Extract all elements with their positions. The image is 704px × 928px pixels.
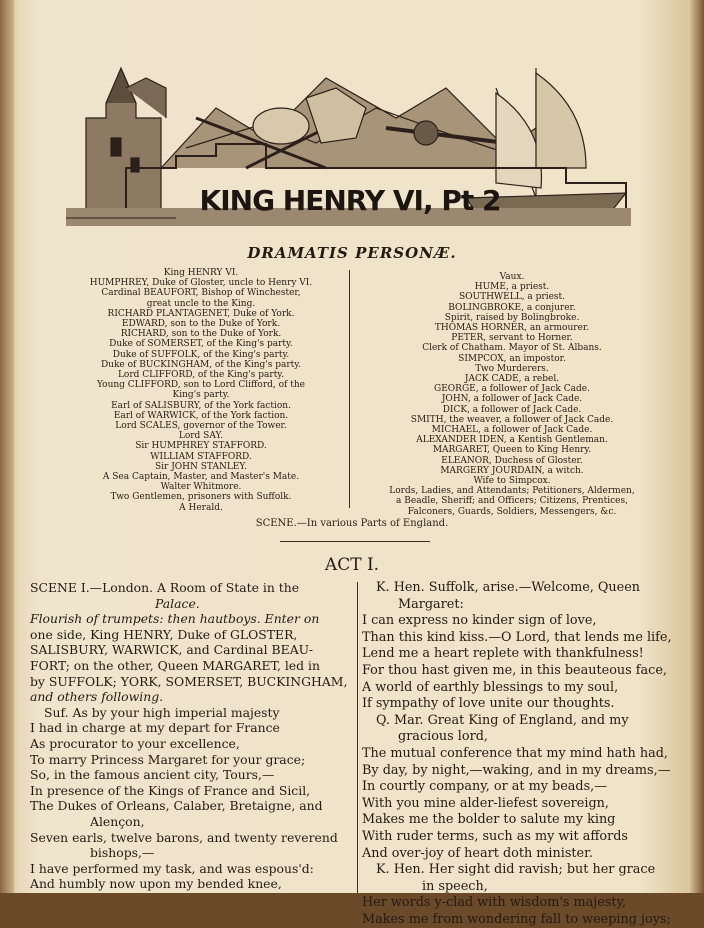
verse-line: K. Hen. Suffolk, arise.—Welcome, Queen: [376, 580, 641, 595]
cast-entry: Lord SAY.: [178, 431, 224, 442]
cast-entry: SMITH, the weaver, a follower of Jack Cade.: [410, 414, 614, 425]
verse-line: For thou hast given me, in this beauteous face,: [362, 662, 667, 678]
cast-entry: Earl of WARWICK, of the York faction.: [113, 410, 289, 421]
act-heading: ACT I.: [324, 555, 380, 575]
cast-entry: MARGERY JOURDAIN, a witch.: [440, 465, 584, 476]
verse-line: I can express no kinder sign of love,: [362, 613, 597, 629]
verse-line: In presence of the Kings of France and Sicil,: [30, 782, 311, 798]
cast-entry: A Sea Captain, Master, and Master's Mate.: [102, 472, 300, 483]
dramatis-personae-heading: DRAMATIS PERSONÆ.: [247, 244, 457, 262]
cast-entry: Lord CLIFFORD, of the King's party.: [117, 370, 285, 381]
page-title: KING HENRY VI, Pt 2: [199, 184, 501, 217]
cast-entry: SIMPCOX, an impostor.: [458, 353, 566, 364]
cast-entry: King HENRY VI.: [163, 268, 239, 278]
verse-line: in speech,: [422, 878, 488, 894]
stage-direction: and others following.: [30, 689, 164, 705]
verse-line: Makes me the bolder to salute my king: [362, 812, 616, 828]
cast-entry: Wife to Simpcox.: [473, 476, 551, 487]
cast-entry: Vaux.: [499, 272, 525, 282]
stage-direction: Flourish of trumpets: then hautboys. Enter on: [30, 611, 320, 627]
cast-entry: King's party.: [172, 390, 230, 401]
verse-line: By day, by night,—waking, and in my dreams,—: [362, 762, 671, 778]
cast-entry: Lords, Ladies, and Attendants; Petitioners, Aldermen,: [389, 486, 635, 497]
verse-line: gracious lord,: [398, 729, 488, 745]
verse-line: bishops,—: [90, 845, 155, 861]
cast-entry: ALEXANDER IDEN, a Kentish Gentleman.: [416, 435, 608, 446]
cast-entry: Spirit, raised by Bolingbroke.: [444, 312, 580, 323]
verse-line: To marry Princess Margaret for your grace;: [30, 751, 306, 767]
cast-entry: a Beadle, Sheriff; and Officers; Citizens, Prentices,: [396, 496, 628, 507]
cast-entry: Sir JOHN STANLEY.: [154, 461, 248, 472]
verse-line: A world of earthly blessings to my soul,: [362, 679, 619, 695]
verse-line: Her words y-clad with wisdom's majesty,: [362, 895, 627, 911]
verse-line: Makes me from wondering fall to weeping joys;: [362, 911, 671, 927]
verse-line: The mutual conference that my mind hath had,: [362, 745, 668, 761]
verse-line: Suf. As by your high imperial majesty: [44, 704, 280, 720]
scene-setting: SCENE.—In various Parts of England.: [255, 518, 449, 529]
cast-entry: JOHN, a follower of Jack Cade.: [441, 394, 583, 405]
cast-entry: Lord SCALES, governor of the Tower.: [115, 421, 287, 432]
cast-entry: EDWARD, son to the Duke of York.: [121, 319, 281, 330]
cast-entry: THOMAS HORNER, an armourer.: [434, 323, 590, 334]
cast-entry: RICHARD, son to the Duke of York.: [120, 329, 282, 340]
scene-heading: Palace.: [155, 595, 200, 611]
verse-line: Alençon,: [90, 813, 145, 829]
cast-entry: Clerk of Chatham. Mayor of St. Albans.: [422, 343, 602, 354]
cast-entry: BOLINGBROKE, a conjurer.: [448, 302, 576, 313]
stage-direction: one side, King HENRY, Duke of GLOSTER,: [30, 626, 298, 642]
verse-line: And humbly now upon my bended knee,: [30, 876, 282, 892]
stage-direction: by SUFFOLK; YORK, SOMERSET, BUCKINGHAM,: [30, 673, 348, 689]
verse-line: As procurator to your excellence,: [30, 735, 240, 751]
verse-line: K. Hen. Her sight did ravish; but her grace: [376, 862, 656, 878]
cast-entry: Duke of SUFFOLK, of the King's party.: [112, 349, 290, 360]
section-rule: [280, 541, 430, 542]
cast-entry: A Herald.: [179, 502, 223, 513]
cast-entry: GEORGE, a follower of Jack Cade.: [434, 384, 590, 395]
verse-line: I had in charge at my depart for France: [30, 720, 280, 736]
verse-line: The Dukes of Orleans, Calaber, Bretaigne, and: [30, 798, 323, 814]
cast-entry: MICHAEL, a follower of Jack Cade.: [431, 425, 593, 436]
verse-line: In courtly company, or at my beads,—: [362, 779, 608, 795]
cast-entry: HUMPHREY, Duke of Gloster, uncle to Henry VI.: [89, 278, 313, 289]
verse-line: Than this kind kiss.—O Lord, that lends me life,: [362, 629, 672, 645]
verse-line: With you mine alder-liefest sovereign,: [362, 795, 609, 811]
cast-entry: RICHARD PLANTAGENET, Duke of York.: [107, 308, 295, 319]
play-text-left-column: [30, 580, 350, 892]
cast-column-divider: [349, 270, 350, 508]
verse-line: Margaret:: [398, 596, 464, 612]
cast-entry: WILLIAM STAFFORD.: [150, 451, 252, 462]
verse-line: With ruder terms, such as my wit affords: [362, 828, 628, 844]
cast-entry: Sir HUMPHREY STAFFORD.: [135, 441, 267, 452]
cast-entry: Two Gentlemen, prisoners with Suffolk.: [110, 492, 292, 503]
verse-line: So, in the famous ancient city, Tours,—: [30, 767, 275, 783]
cast-entry: JACK CADE, a rebel.: [464, 374, 560, 385]
verse-line: Seven earls, twelve barons, and twenty reverend: [30, 829, 338, 845]
verse-line: Lend me a heart replete with thankfulness!: [362, 646, 644, 662]
cast-list-left: [60, 268, 342, 513]
cast-entry: Falconers, Guards, Soldiers, Messengers, &c.: [407, 506, 617, 517]
cast-entry: Duke of SOMERSET, of the King's party.: [109, 339, 293, 350]
cast-entry: Cardinal BEAUFORT, Bishop of Winchester,: [101, 288, 301, 299]
verse-line: And over-joy of heart doth minister.: [362, 845, 593, 861]
cast-entry: Duke of BUCKINGHAM, of the King's party.: [100, 359, 302, 370]
stage-direction: SALISBURY, WARWICK, and Cardinal BEAU-: [30, 642, 314, 658]
cast-entry: Walter Whitmore.: [160, 482, 242, 493]
cast-list-right: [352, 272, 672, 517]
cast-entry: Earl of SALISBURY, of the York faction.: [111, 400, 291, 411]
cast-entry: Two Murderers.: [475, 363, 549, 374]
cast-entry: MARGARET, Queen to King Henry.: [432, 445, 592, 456]
play-text-right-column: [362, 580, 692, 928]
cast-entry: PETER, servant to Horner.: [451, 333, 573, 344]
cast-entry: great uncle to the King.: [146, 298, 256, 309]
cast-entry: SOUTHWELL, a priest.: [458, 292, 566, 303]
scene-heading: SCENE I.—London. A Room of State in the: [30, 580, 300, 595]
verse-line: If sympathy of love unite our thoughts.: [362, 696, 615, 712]
cast-entry: ELEANOR, Duchess of Gloster.: [441, 455, 583, 466]
book-spine-shadow: [0, 0, 14, 893]
text-column-divider: [357, 582, 358, 893]
cast-entry: DICK, a follower of Jack Cade.: [442, 404, 582, 415]
verse-line: Q. Mar. Great King of England, and my: [376, 712, 629, 728]
cast-entry: HUME, a priest.: [474, 282, 550, 293]
stage-direction: FORT; on the other, Queen MARGARET, led in: [30, 657, 320, 673]
cast-entry: Young CLIFFORD, son to Lord Clifford, of the: [97, 380, 305, 391]
verse-line: I have performed my task, and was espous'd:: [30, 860, 314, 876]
